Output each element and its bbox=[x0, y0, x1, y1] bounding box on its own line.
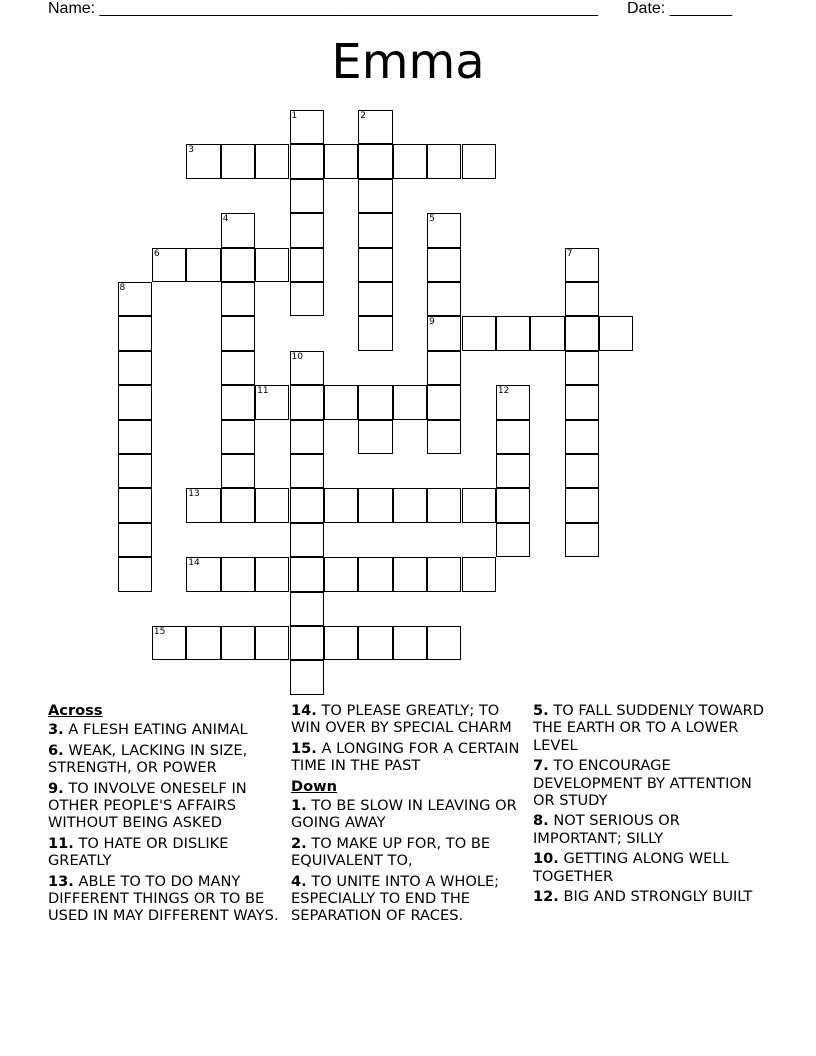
grid-cell[interactable] bbox=[290, 385, 324, 419]
grid-cell[interactable] bbox=[358, 282, 392, 316]
clue-item-text: GETTING ALONG WELL TOGETHER bbox=[533, 850, 729, 885]
grid-cell[interactable] bbox=[290, 248, 324, 282]
clue-number: 4 bbox=[222, 214, 229, 225]
grid-cell[interactable] bbox=[221, 420, 255, 454]
grid-cell[interactable] bbox=[290, 144, 324, 178]
clue-item-text: TO HATE OR DISLIKE GREATLY bbox=[48, 834, 229, 870]
clue-item bbox=[291, 702, 523, 737]
clue-item bbox=[533, 812, 765, 847]
grid-cell[interactable] bbox=[118, 454, 152, 488]
grid-cell[interactable] bbox=[221, 626, 255, 660]
clue-item-text: A LONGING FOR A CERTAIN TIME IN THE PAST bbox=[291, 739, 520, 775]
clue-item-text: TO FALL SUDDENLY TOWARD THE EARTH OR TO A LOWER LEVEL bbox=[533, 702, 765, 754]
clue-item-number: 9. bbox=[48, 779, 64, 797]
grid-cell[interactable] bbox=[565, 316, 599, 350]
clue-item bbox=[533, 702, 765, 754]
grid-cell[interactable] bbox=[221, 248, 255, 282]
grid-cell[interactable] bbox=[599, 316, 633, 350]
clue-item bbox=[48, 873, 280, 925]
grid-cell[interactable] bbox=[358, 626, 392, 660]
clue-number: 12 bbox=[497, 386, 510, 397]
grid-cell[interactable] bbox=[290, 557, 324, 591]
clue-item-text: TO UNITE INTO A WHOLE; ESPECIALLY TO END THE SEPARATION OF RACES. bbox=[291, 872, 500, 925]
clue-item bbox=[48, 835, 280, 870]
clue-item-text: NOT SERIOUS OR IMPORTANT; SILLY bbox=[533, 812, 680, 847]
clue-item-number: 2. bbox=[291, 834, 307, 852]
grid-cell[interactable] bbox=[324, 488, 358, 522]
grid-cell[interactable] bbox=[221, 557, 255, 591]
grid-cell[interactable] bbox=[427, 626, 461, 660]
grid-cell[interactable] bbox=[118, 351, 152, 385]
grid-cell[interactable] bbox=[290, 420, 324, 454]
puzzle-title: Emma bbox=[331, 34, 485, 90]
grid-cell[interactable] bbox=[290, 351, 324, 385]
clue-item bbox=[533, 888, 765, 905]
clue-item-text: TO BE SLOW IN LEAVING OR GOING AWAY bbox=[291, 797, 517, 832]
grid-cell[interactable] bbox=[427, 144, 461, 178]
grid-cell[interactable] bbox=[565, 523, 599, 557]
grid-cell[interactable] bbox=[427, 213, 461, 247]
clue-item bbox=[291, 797, 523, 832]
grid-cell[interactable] bbox=[324, 144, 358, 178]
clue-item-number: 4. bbox=[291, 872, 307, 890]
grid-cell[interactable] bbox=[565, 248, 599, 282]
grid-cell[interactable] bbox=[530, 316, 564, 350]
clue-item-text: BIG AND STRONGLY BUILT bbox=[558, 888, 753, 906]
grid-cell[interactable] bbox=[152, 248, 186, 282]
grid-cell[interactable] bbox=[358, 316, 392, 350]
down-clue-list bbox=[291, 797, 523, 925]
clue-number: 9 bbox=[429, 317, 435, 328]
grid-cell[interactable] bbox=[255, 144, 289, 178]
clue-item-text: TO INVOLVE ONESELF IN OTHER PEOPLE'S AFFAIRS WITHOUT BEING ASKED bbox=[48, 779, 247, 832]
across-clue-list bbox=[48, 721, 280, 924]
clue-item-number: 15. bbox=[291, 739, 317, 757]
clue-item-number: 12. bbox=[533, 888, 559, 906]
grid-cell[interactable] bbox=[358, 144, 392, 178]
grid-cell[interactable] bbox=[186, 248, 220, 282]
grid-cell[interactable] bbox=[290, 110, 324, 144]
grid-cell[interactable] bbox=[462, 488, 496, 522]
grid-cell[interactable] bbox=[118, 385, 152, 419]
grid-cell[interactable] bbox=[358, 420, 392, 454]
grid-cell[interactable] bbox=[427, 385, 461, 419]
grid-cell[interactable] bbox=[290, 523, 324, 557]
grid-cell[interactable] bbox=[427, 557, 461, 591]
grid-cell[interactable] bbox=[255, 557, 289, 591]
grid-cell[interactable] bbox=[290, 454, 324, 488]
grid-cell[interactable] bbox=[496, 316, 530, 350]
down-clue-list-continued bbox=[533, 702, 765, 905]
grid-cell[interactable] bbox=[324, 626, 358, 660]
grid-cell[interactable] bbox=[496, 488, 530, 522]
grid-cell[interactable] bbox=[255, 248, 289, 282]
grid-cell[interactable] bbox=[358, 488, 392, 522]
clue-item-number: 3. bbox=[48, 721, 64, 739]
grid-cell[interactable] bbox=[290, 179, 324, 213]
clues-column-3 bbox=[533, 702, 765, 908]
grid-cell[interactable] bbox=[393, 385, 427, 419]
grid-cell[interactable] bbox=[221, 351, 255, 385]
clue-item-number: 6. bbox=[48, 741, 64, 759]
clue-item bbox=[291, 873, 523, 925]
grid-cell[interactable] bbox=[427, 351, 461, 385]
grid-cell[interactable] bbox=[221, 385, 255, 419]
clue-number: 10 bbox=[291, 351, 303, 362]
grid-cell[interactable] bbox=[221, 282, 255, 316]
clue-item-number: 8. bbox=[533, 812, 549, 830]
grid-cell[interactable] bbox=[358, 557, 392, 591]
clue-item bbox=[533, 757, 765, 809]
grid-cell[interactable] bbox=[496, 523, 530, 557]
grid-cell[interactable] bbox=[565, 351, 599, 385]
clue-item bbox=[291, 740, 523, 775]
grid-cell[interactable] bbox=[290, 592, 324, 626]
grid-cell[interactable] bbox=[290, 213, 324, 247]
clue-item-number: 13. bbox=[48, 872, 74, 890]
clue-item-text: A FLESH EATING ANIMAL bbox=[63, 721, 248, 739]
clue-item-number: 14. bbox=[291, 702, 317, 719]
grid-cell[interactable] bbox=[358, 179, 392, 213]
down-heading: Down bbox=[291, 777, 338, 795]
grid-cell[interactable] bbox=[290, 626, 324, 660]
grid-cell[interactable] bbox=[565, 420, 599, 454]
grid-cell[interactable] bbox=[186, 626, 220, 660]
grid-cell[interactable] bbox=[462, 316, 496, 350]
clue-item-number: 10. bbox=[533, 850, 559, 868]
clue-number: 1 bbox=[291, 111, 298, 121]
grid-cell[interactable] bbox=[462, 144, 496, 178]
clues-column-1 bbox=[48, 702, 280, 928]
grid-cell[interactable] bbox=[358, 248, 392, 282]
clue-number: 7 bbox=[566, 248, 573, 259]
clue-item-text: ABLE TO TO DO MANY DIFFERENT THINGS OR TO BE USED IN MAY DIFFERENT WAYS. bbox=[48, 872, 279, 925]
clue-item-number: 5. bbox=[533, 702, 549, 719]
clue-item bbox=[533, 850, 765, 885]
grid-cell[interactable] bbox=[358, 213, 392, 247]
grid-cell[interactable] bbox=[427, 248, 461, 282]
grid-cell[interactable] bbox=[427, 282, 461, 316]
grid-cell[interactable] bbox=[118, 557, 152, 591]
grid-cell[interactable] bbox=[427, 420, 461, 454]
clue-item bbox=[48, 742, 280, 777]
clue-item bbox=[291, 835, 523, 870]
grid-cell[interactable] bbox=[186, 144, 220, 178]
grid-cell[interactable] bbox=[393, 626, 427, 660]
grid-cell[interactable] bbox=[393, 488, 427, 522]
clues-column-2 bbox=[291, 702, 523, 928]
clue-item-text: TO PLEASE GREATLY; TO WIN OVER BY SPECIAL CHARM bbox=[291, 702, 512, 737]
clue-number: 15 bbox=[153, 627, 166, 637]
clue-number: 14 bbox=[188, 558, 200, 569]
grid-cell[interactable] bbox=[358, 385, 392, 419]
grid-cell[interactable] bbox=[496, 385, 530, 419]
clue-number: 13 bbox=[188, 489, 200, 500]
clue-item-text: TO MAKE UP FOR, TO BE EQUIVALENT TO, bbox=[291, 834, 491, 870]
clue-number: 3 bbox=[188, 145, 195, 156]
across-clue-list-continued bbox=[291, 702, 523, 775]
clue-number: 2 bbox=[360, 111, 367, 121]
grid-cell[interactable] bbox=[290, 488, 324, 522]
grid-cell[interactable] bbox=[358, 110, 392, 144]
grid-cell[interactable] bbox=[393, 144, 427, 178]
grid-cell[interactable] bbox=[221, 144, 255, 178]
grid-cell[interactable] bbox=[255, 488, 289, 522]
grid-cell[interactable] bbox=[565, 454, 599, 488]
grid-cell[interactable] bbox=[290, 660, 324, 694]
grid-cell[interactable] bbox=[565, 385, 599, 419]
grid-cell[interactable] bbox=[565, 488, 599, 522]
grid-cell[interactable] bbox=[324, 385, 358, 419]
grid-cell[interactable] bbox=[221, 213, 255, 247]
grid-cell[interactable] bbox=[290, 282, 324, 316]
clue-number: 8 bbox=[119, 283, 126, 293]
clue-item-number: 1. bbox=[291, 797, 307, 815]
grid-cell[interactable] bbox=[496, 420, 530, 454]
grid-cell[interactable] bbox=[118, 488, 152, 522]
date-field-label: Date: _______ bbox=[627, 0, 732, 17]
grid-cell[interactable] bbox=[221, 316, 255, 350]
clue-item-text: WEAK, LACKING IN SIZE, STRENGTH, OR POWER bbox=[48, 741, 248, 777]
grid-cell[interactable] bbox=[462, 557, 496, 591]
clue-number: 5 bbox=[429, 214, 435, 225]
grid-cell[interactable] bbox=[186, 488, 220, 522]
clue-item bbox=[48, 780, 280, 832]
grid-cell[interactable] bbox=[427, 488, 461, 522]
clue-number: 6 bbox=[153, 248, 160, 259]
clue-item-number: 11. bbox=[48, 834, 74, 852]
grid-cell[interactable] bbox=[118, 316, 152, 350]
grid-cell[interactable] bbox=[393, 557, 427, 591]
clue-number: 11 bbox=[257, 386, 269, 397]
grid-cell[interactable] bbox=[255, 385, 289, 419]
clue-item-text: TO ENCOURAGE DEVELOPMENT BY ATTENTION OR STUDY bbox=[533, 757, 752, 810]
grid-cell[interactable] bbox=[221, 454, 255, 488]
grid-cell[interactable] bbox=[324, 557, 358, 591]
grid-cell[interactable] bbox=[496, 454, 530, 488]
grid-cell[interactable] bbox=[221, 488, 255, 522]
grid-cell[interactable] bbox=[152, 626, 186, 660]
grid-cell[interactable] bbox=[118, 282, 152, 316]
grid-cell[interactable] bbox=[186, 557, 220, 591]
grid-cell[interactable] bbox=[427, 316, 461, 350]
name-field-label: Name: ________________________________________________________ bbox=[48, 0, 598, 17]
clue-item-number: 7. bbox=[533, 757, 549, 775]
grid-cell[interactable] bbox=[565, 282, 599, 316]
across-heading: Across bbox=[48, 702, 103, 719]
grid-cell[interactable] bbox=[118, 523, 152, 557]
grid-cell[interactable] bbox=[255, 626, 289, 660]
grid-cell[interactable] bbox=[118, 420, 152, 454]
clue-item bbox=[48, 721, 280, 738]
